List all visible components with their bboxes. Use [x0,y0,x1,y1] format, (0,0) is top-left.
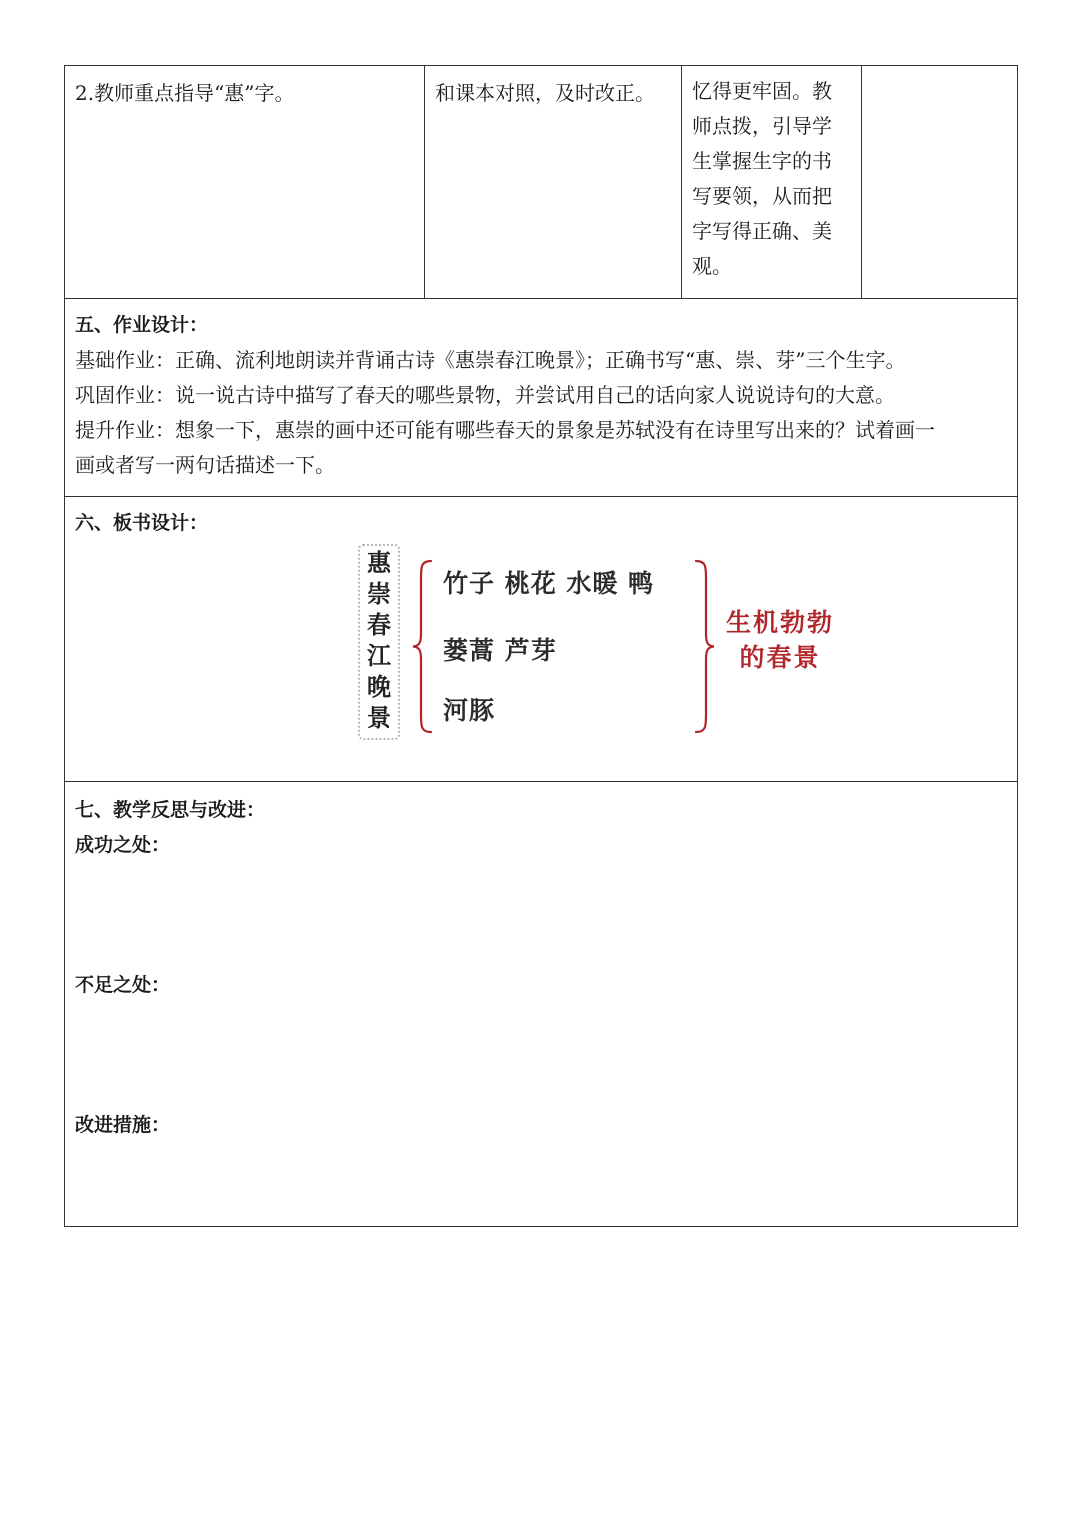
homework-basic: 基础作业：正确、流利地朗读并背诵古诗《惠崇春江晚景》；正确书写“惠、崇、芽”三个生字。 [75,348,906,372]
design-intent-line: 写要领，从而把 [692,184,832,208]
design-intent-line: 师点拨，引导学 [692,114,832,138]
design-intent-line: 忆得更牢固。教 [692,79,832,103]
shortcoming-label: 不足之处： [75,974,171,996]
scenery-row-2: 蒌蒿 芦芽 [443,636,557,665]
reflection-heading: 七、教学反思与改进： [75,799,266,821]
poem-title-char: 晚 [367,673,391,701]
homework-improve-line1: 提升作业：想象一下，惠崇的画中还可能有哪些春天的景象是苏轼没有在诗里写出来的？试着画一 [75,418,935,442]
poem-title-char: 崇 [367,580,391,608]
conclusion-line-2: 的春景 [739,643,821,672]
poem-title-box [358,544,400,740]
success-space [75,863,1007,968]
notes-cell [862,66,1018,299]
design-intent-line: 生掌握生字的书 [692,149,832,173]
student-activity-cell [425,66,682,299]
homework-heading: 五、作业设计： [75,314,209,336]
poem-title-char: 景 [367,704,391,732]
right-brace-icon [692,559,716,734]
poem-title-char: 江 [367,642,391,670]
design-intent-cell [682,66,862,299]
design-intent-line: 观。 [692,254,732,278]
board-heading: 六、板书设计： [75,512,209,534]
design-intent-text [682,66,861,284]
notes-text [862,66,1017,76]
scenery-row-3: 河豚 [443,696,496,725]
lesson-plan-table [64,65,1018,1227]
student-activity-text: 和课本对照，及时改正。 [435,81,655,105]
left-brace-icon [411,559,435,734]
success-label: 成功之处： [75,834,171,856]
homework-section [65,299,1018,497]
guidance-cell [65,66,425,299]
poem-title-char: 春 [367,611,391,639]
scenery-row-1: 竹子 桃花 水暖 鸭 [443,569,655,598]
guidance-text: 2.教师重点指导“惠”字。 [75,81,295,105]
poem-title-char: 惠 [367,549,391,577]
conclusion-line-1: 生机勃勃 [725,608,834,637]
board-diagram [65,541,1017,781]
reflection-section [65,782,1018,1227]
improvement-label: 改进措施： [75,1114,171,1136]
homework-improve-line2: 画或者写一两句话描述一下。 [75,453,335,477]
board-design-section [65,497,1018,782]
shortcoming-space [75,1003,1007,1108]
homework-consolidate: 巩固作业：说一说古诗中描写了春天的哪些景物，并尝试用自己的话向家人说说诗句的大意。 [75,383,895,407]
design-intent-line: 字写得正确、美 [692,219,832,243]
